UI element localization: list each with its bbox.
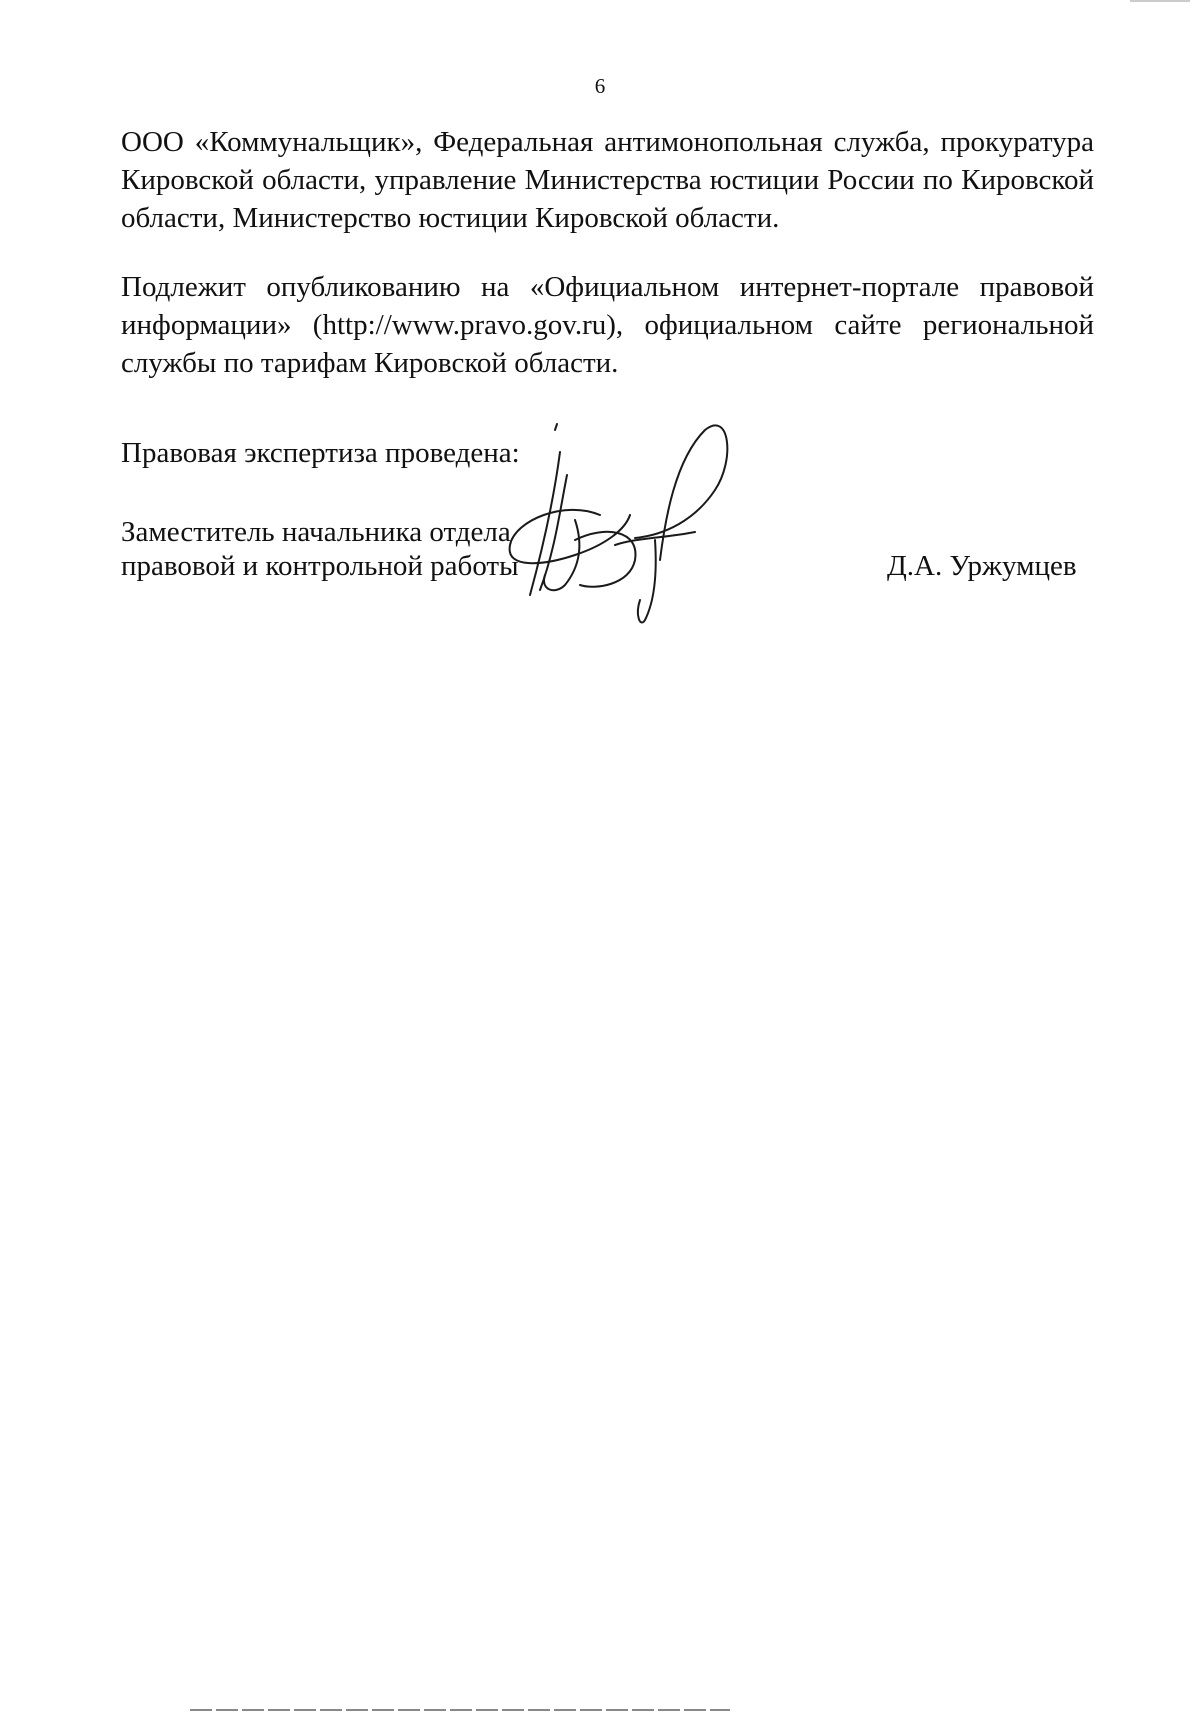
bottom-rule — [190, 1709, 730, 1711]
signer-title-line-1: Заместитель начальника отдела — [121, 516, 511, 548]
publication-paragraph: Подлежит опубликованию на «Официальном интернет-портале правовой информации» (http://www.pravo.gov.ru), официальном сайте региональной службы по тарифам Кировской области. — [121, 271, 1094, 379]
signer-name: Д.А. Уржумцев — [887, 550, 1077, 582]
page-number: 6 — [594, 74, 606, 98]
handwritten-signature — [505, 420, 795, 630]
scan-edge-mark — [1130, 0, 1190, 6]
legal-review-label: Правовая экспертиза проведена: — [121, 437, 520, 469]
signer-title-line-2: правовой и контрольной работы — [121, 550, 519, 582]
distribution-paragraph: ООО «Коммунальщик», Федеральная антимонопольная служба, прокуратура Кировской области, управление Министерства юстиции России по Кировской области, Министерство юстиции Кировской области. — [121, 126, 1094, 234]
